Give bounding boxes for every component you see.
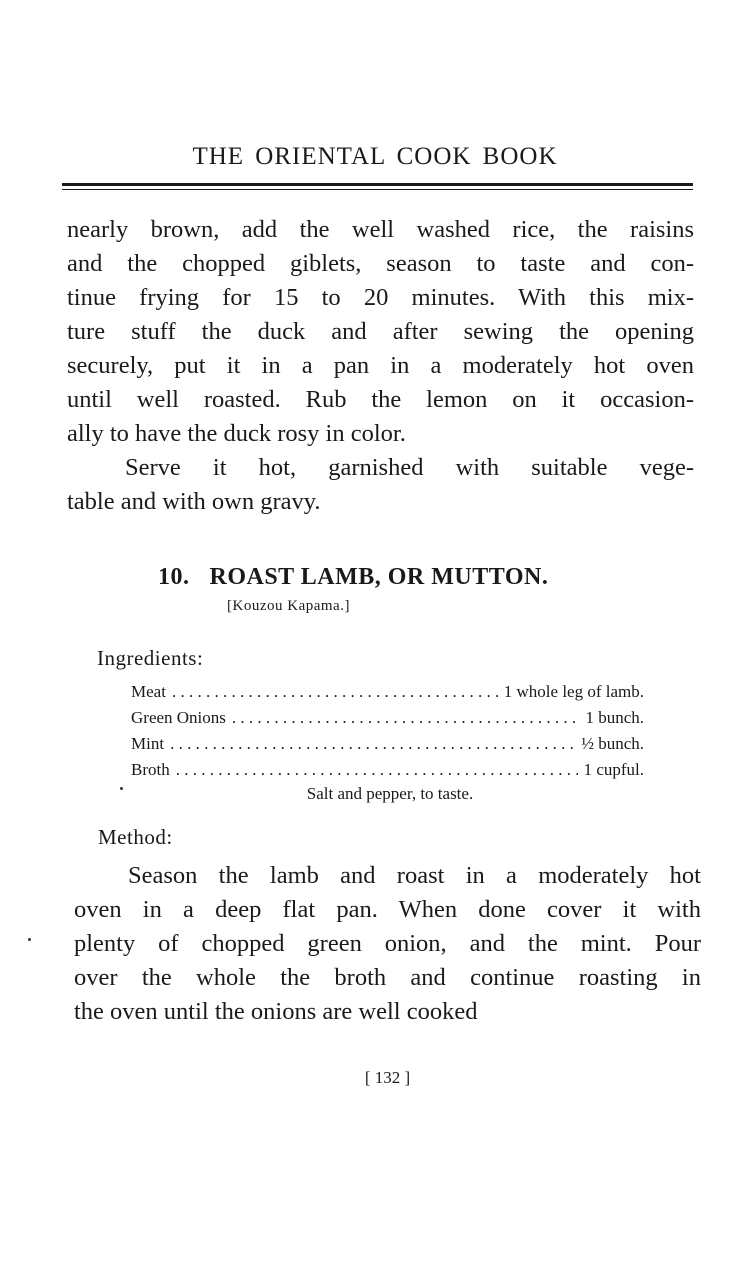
ingredient-quantity: 1 whole leg of lamb. — [503, 682, 644, 701]
page-number: [ 132 ] — [364, 1068, 411, 1087]
dot-leader — [172, 682, 498, 702]
text-line: and the chopped giblets, season to taste and con- — [67, 250, 694, 277]
dot-leader — [176, 760, 578, 780]
text-line: over the whole the broth and continue roasting in — [74, 964, 701, 991]
text-line: plenty of chopped green onion, and the mint. Pour — [74, 930, 701, 957]
text-line: nearly brown, add the well washed rice, the raisins — [67, 216, 694, 243]
text-line: tinue frying for 15 to 20 minutes. With this mix- — [67, 284, 694, 311]
ingredient-row — [131, 682, 644, 708]
continuation-paragraph — [67, 213, 694, 451]
recipe-heading — [158, 564, 548, 591]
running-head: THE ORIENTAL COOK BOOK — [192, 143, 558, 170]
ingredient-name: Meat — [131, 682, 166, 701]
ingredient-row — [131, 708, 644, 734]
ingredients-list — [131, 682, 644, 786]
ingredient-row — [131, 734, 644, 760]
text-line: until well roasted. Rub the lemon on it occasion- — [67, 386, 694, 413]
ingredient-name: Broth — [131, 760, 170, 779]
dot-leader — [232, 708, 580, 728]
text-line: securely, put it in a pan in a moderately hot oven — [67, 352, 694, 379]
recipe-subtitle: [Kouzou Kapama.] — [227, 598, 350, 614]
text-line: Season the lamb and roast in a moderately hot — [128, 862, 701, 889]
print-speck — [28, 938, 31, 941]
recipe-number: 10. — [158, 564, 190, 590]
ingredient-quantity: 1 bunch. — [585, 708, 644, 727]
serve-paragraph — [67, 451, 694, 519]
recipe-title: ROAST LAMB, OR MUTTON. — [209, 564, 549, 590]
ingredient-quantity: 1 cupful. — [583, 760, 644, 779]
text-line: Serve it hot, garnished with suitable vege- — [125, 454, 694, 481]
text-line: ally to have the duck rosy in color. — [67, 420, 406, 447]
ingredient-name: Green Onions — [131, 708, 226, 727]
seasoning-note: Salt and pepper, to taste. — [306, 784, 474, 803]
text-line: oven in a deep flat pan. When done cover it with — [74, 896, 701, 923]
method-paragraph — [74, 859, 701, 1029]
ingredient-name: Mint — [131, 734, 165, 753]
dot-leader — [170, 734, 575, 754]
ingredient-row — [131, 760, 644, 786]
print-speck — [120, 787, 123, 790]
header-rule-thin — [62, 189, 693, 190]
method-label: Method: — [98, 825, 173, 849]
text-line: the oven until the onions are well cooked — [74, 998, 478, 1025]
text-line: ture stuff the duck and after sewing the opening — [67, 318, 694, 345]
ingredients-label: Ingredients: — [97, 646, 204, 670]
text-line: table and with own gravy. — [67, 488, 321, 515]
ingredient-quantity: ½ bunch. — [581, 734, 644, 753]
header-rule-thick — [62, 183, 693, 186]
